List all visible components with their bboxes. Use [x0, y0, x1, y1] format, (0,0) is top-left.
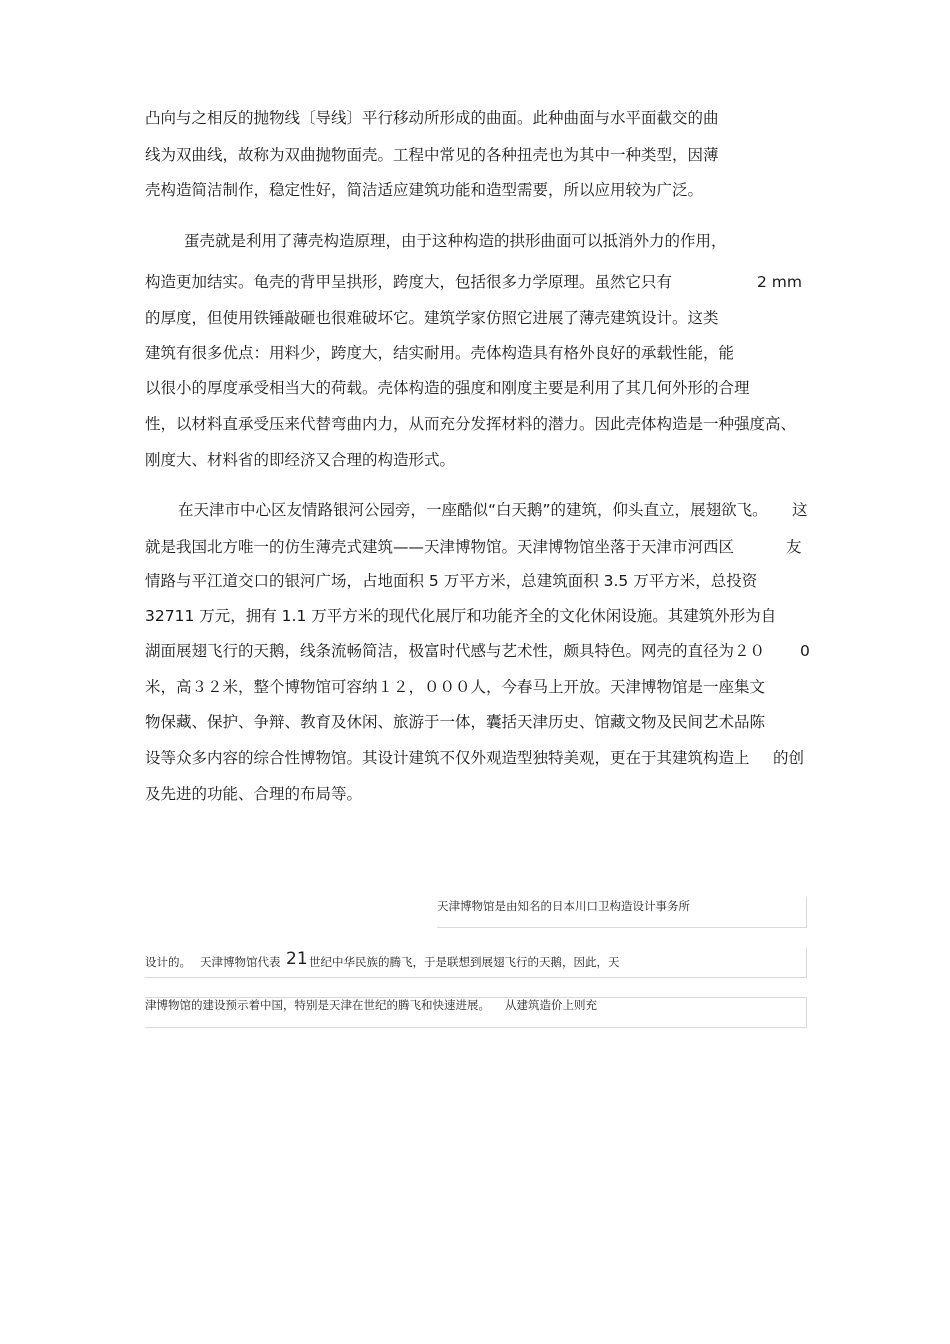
table-rule-2	[145, 977, 807, 978]
p2-thickness: 2 mm	[757, 273, 802, 291]
p3-line-2: 就是我国北方唯一的仿生薄壳式建筑——天津博物馆。天津博物馆坐落于天津市河西区	[145, 538, 735, 556]
p2-line-6: 性，以材料直承受压来代替弯曲内力，从而充分发挥材料的潜力。因此壳体构造是一种强度高、	[145, 415, 797, 433]
p3-line-8: 设等众多内容的综合性博物馆。其设计建筑不仅外观造型独特美观，更在于其建筑构造上	[145, 749, 750, 767]
p3-line-4: 32711 万元，拥有 1.1 万平方米的现代化展厅和功能齐全的文化休闲设施。其建筑外形为自	[145, 607, 777, 625]
p3-line-3: 情路与平江道交口的银河广场，占地面积 5 万平方米，总建筑面积 3.5 万平方米，总投资	[145, 572, 758, 590]
p2-line-5: 以很小的厚度承受相当大的荷载。壳体构造的强度和刚度主要是利用了其几何外形的合理	[145, 379, 750, 397]
p3-line-5: 湖面展翅飞行的天鹅，线条流畅简洁，极富时代感与艺术性，颇具特色。网壳的直径为２０	[145, 642, 766, 660]
table-border-right-mid	[806, 948, 807, 977]
table-rule-1	[437, 927, 807, 928]
table-border-right-bottom	[806, 997, 807, 1027]
p1-line-1: 凸向与之相反的抛物线〔导线〕平行移动所形成的曲面。此种曲面与水平面截交的曲	[145, 109, 719, 127]
table-row1-num: 21	[286, 949, 308, 969]
p3-line-6: 米，高３２米，整个博物馆可容纳１２，０００人，今春马上开放。天津博物馆是一座集文	[145, 678, 766, 696]
table-row1-a: 设计的。	[145, 955, 191, 969]
p3-edge-1: 这	[792, 501, 808, 519]
p3-edge-2: 友	[786, 538, 802, 556]
table-header-cell: 天津博物馆是由知名的日本川口卫构造设计事务所	[437, 899, 690, 913]
p2-line-7: 刚度大、材料省的即经济又合理的构造形式。	[145, 451, 456, 469]
p2-line-3: 的厚度，但使用铁锤敲砸也很难破坏它。建筑学家仿照它进展了薄壳建筑设计。这类	[145, 309, 719, 327]
table-row2-b: 从建筑造价上则充	[505, 998, 597, 1012]
p3-line-9: 及先进的功能、合理的布局等。	[145, 785, 363, 803]
table-row1-c: 世纪中华民族的腾飞，于是联想到展翅飞行的天鹅，因此，天	[309, 955, 620, 969]
p2-line-2: 构造更加结实。龟壳的背甲呈拱形，跨度大，包括很多力学原理。虽然它只有	[145, 273, 673, 291]
p1-line-2: 线为双曲线，故称为双曲抛物面壳。工程中常见的各种扭壳也为其中一种类型，因薄	[145, 146, 719, 164]
table-rule-4	[145, 1027, 807, 1028]
p3-edge-5: 0	[800, 642, 810, 660]
p2-line-4: 建筑有很多优点：用料少，跨度大，结实耐用。壳体构造具有格外良好的承载性能，能	[145, 344, 735, 362]
table-border-right-top	[806, 897, 807, 927]
p3-edge-8: 的创	[773, 749, 805, 767]
p2-line-1: 蛋壳就是利用了薄壳构造原理，由于这种构造的拱形曲面可以抵消外力的作用，	[184, 232, 727, 250]
p3-line-7: 物保藏、保护、争辩、教育及休闲、旅游于一体，囊括天津历史、馆藏文物及民间艺术品陈	[145, 713, 766, 731]
p1-line-3: 壳构造简洁制作，稳定性好，简洁适应建筑功能和造型需要，所以应用较为广泛。	[145, 181, 704, 199]
table-row2-a: 津博物馆的建设预示着中国，特别是天津在世纪的腾飞和快速进展。	[145, 998, 490, 1012]
table-row1-b: 天津博物馆代表	[200, 955, 281, 969]
p3-line-1: 在天津市中心区友情路银河公园旁，一座酷似“白天鹅”的建筑，仰头直立，展翅欲飞。	[178, 501, 768, 519]
